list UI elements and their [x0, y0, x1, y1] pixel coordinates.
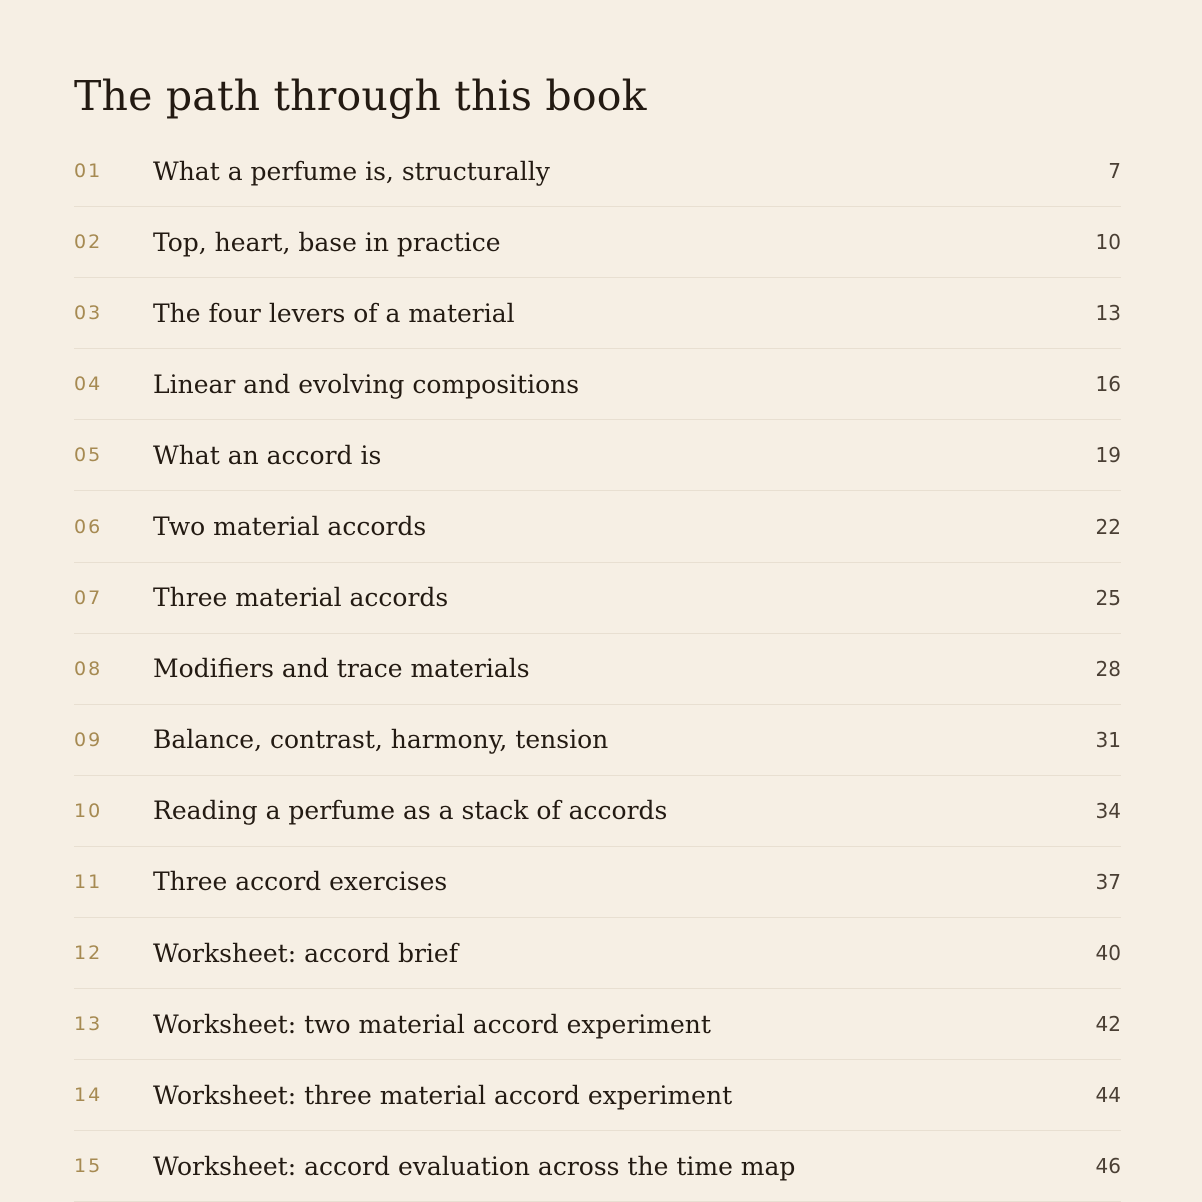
chapter-number: 12 — [74, 942, 103, 965]
chapter-title: Worksheet: accord evaluation across the time map — [153, 1151, 796, 1181]
page-number: 13 — [1095, 301, 1121, 326]
toc-entry[interactable] — [74, 136, 1121, 207]
chapter-title: The four levers of a material — [153, 298, 515, 328]
page-number: 34 — [1095, 798, 1121, 823]
chapter-number: 04 — [74, 373, 103, 396]
chapter-number: 07 — [74, 586, 103, 609]
toc-entry[interactable] — [74, 420, 1121, 491]
page-number: 31 — [1095, 727, 1121, 752]
page-number: 7 — [1108, 159, 1121, 184]
chapter-title: Balance, contrast, harmony, tension — [153, 725, 609, 755]
toc-entry[interactable] — [74, 918, 1121, 989]
chapter-title: Worksheet: two material accord experiment — [153, 1009, 711, 1039]
page-number: 42 — [1095, 1012, 1121, 1037]
page-number: 19 — [1095, 443, 1121, 468]
page-number: 44 — [1095, 1083, 1121, 1108]
page-number: 10 — [1095, 230, 1121, 255]
page-number: 37 — [1095, 869, 1121, 894]
page-number: 28 — [1095, 656, 1121, 681]
page-number: 40 — [1095, 941, 1121, 966]
toc-entry[interactable] — [74, 634, 1121, 705]
chapter-number: 01 — [74, 160, 103, 183]
chapter-number: 09 — [74, 728, 103, 751]
page-number: 46 — [1095, 1154, 1121, 1179]
chapter-number: 11 — [74, 870, 103, 893]
chapter-title: Linear and evolving compositions — [153, 369, 580, 399]
chapter-number: 06 — [74, 515, 103, 538]
chapter-number: 08 — [74, 657, 103, 680]
page-number: 22 — [1095, 514, 1121, 539]
chapter-title: Worksheet: three material accord experiment — [153, 1080, 733, 1110]
chapter-title: Reading a perfume as a stack of accords — [153, 796, 668, 826]
toc-entry[interactable] — [74, 776, 1121, 847]
chapter-title: Worksheet: accord brief — [153, 938, 458, 968]
toc-entry[interactable] — [74, 1060, 1121, 1131]
chapter-title: Two material accords — [153, 512, 427, 542]
chapter-number: 05 — [74, 444, 103, 467]
toc-entry[interactable] — [74, 1131, 1121, 1202]
chapter-number: 14 — [74, 1084, 103, 1107]
chapter-title: Modifiers and trace materials — [153, 654, 530, 684]
chapter-title: Three accord exercises — [153, 867, 448, 897]
chapter-title: Three material accords — [153, 583, 449, 613]
toc-entry[interactable] — [74, 491, 1121, 562]
chapter-number: 10 — [74, 799, 103, 822]
toc-entry[interactable] — [74, 207, 1121, 278]
toc-entry[interactable] — [74, 989, 1121, 1060]
table-of-contents — [74, 136, 1121, 1202]
toc-entry[interactable] — [74, 349, 1121, 420]
chapter-number: 03 — [74, 302, 103, 325]
toc-entry[interactable] — [74, 705, 1121, 776]
toc-entry[interactable] — [74, 278, 1121, 349]
toc-entry[interactable] — [74, 563, 1121, 634]
page-number: 16 — [1095, 372, 1121, 397]
chapter-number: 13 — [74, 1013, 103, 1036]
chapter-title: What an accord is — [153, 440, 382, 470]
page-number: 25 — [1095, 585, 1121, 610]
chapter-number: 15 — [74, 1155, 103, 1178]
page-title: The path through this book — [74, 72, 647, 120]
chapter-number: 02 — [74, 231, 103, 254]
chapter-title: Top, heart, base in practice — [153, 227, 501, 257]
toc-entry[interactable] — [74, 847, 1121, 918]
chapter-title: What a perfume is, structurally — [153, 156, 550, 186]
